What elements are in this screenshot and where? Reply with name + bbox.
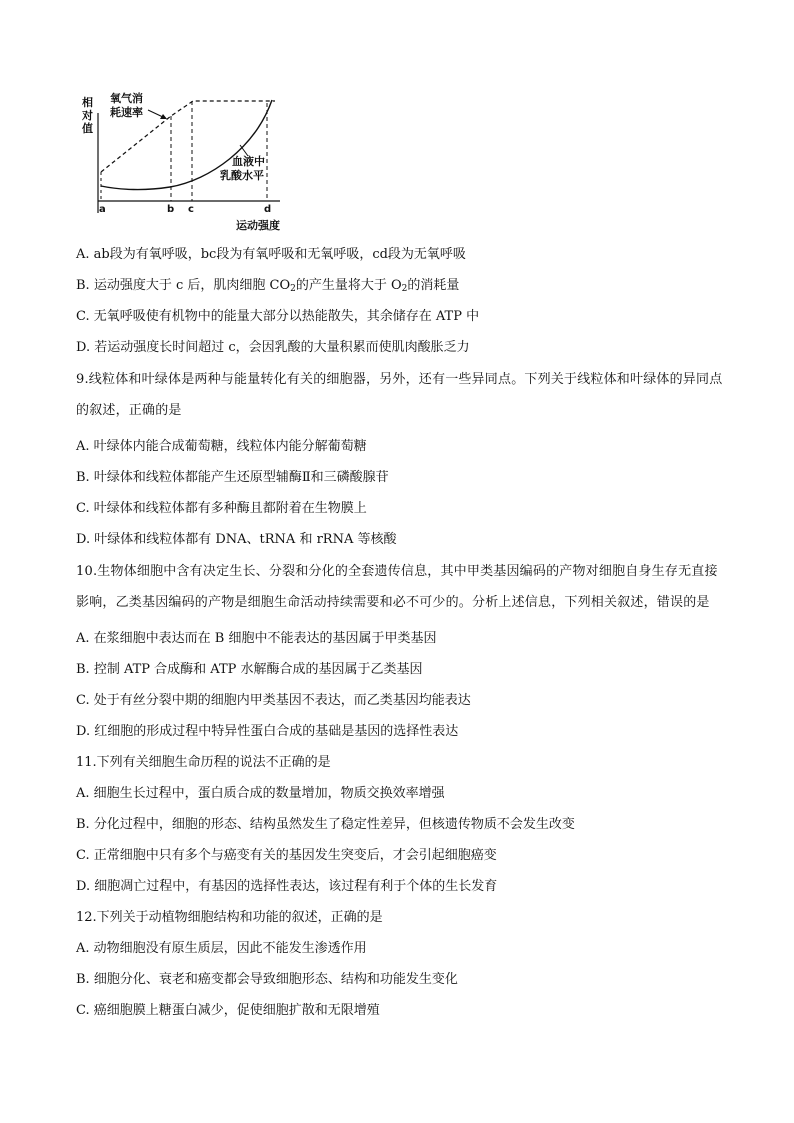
q11-option-b: B. 分化过程中，细胞的形态、结构虽然发生了稳定性差异，但核遗传物质不会发生改变: [76, 817, 575, 832]
q9-option-c: C. 叶绿体和线粒体都有多种酶且都附着在生物膜上: [76, 501, 367, 516]
lactate-label-1: 血液中: [232, 155, 265, 168]
oxygen-label-2: 耗速率: [110, 106, 143, 119]
q8-option-a: A. ab段为有氧呼吸，bc段为有氧呼吸和无氧呼吸，cd段为无氧呼吸: [76, 247, 466, 262]
q12-option-b: B. 细胞分化、衰老和癌变都会导致细胞形态、结构和功能发生变化: [76, 972, 458, 987]
tick-c: c: [188, 204, 194, 215]
x-axis-label: 运动强度: [236, 219, 280, 232]
q9-stem: [76, 364, 726, 426]
q9-stem-text: 9.线粒体和叶绿体是两种与能量转化有关的细胞器，另外，还有一些异同点。下列关于线粒体和叶绿体的异同点的叙述，正确的是: [76, 372, 723, 418]
exercise-intensity-figure: [70, 88, 310, 238]
q11-stem: 11.下列有关细胞生命历程的说法不正确的是: [76, 755, 331, 770]
q8-option-c: C. 无氧呼吸使有机物中的能量大部分以热能散失，其余储存在 ATP 中: [76, 309, 480, 324]
y-axis-label-1: 相: [82, 96, 93, 109]
q8-option-b-sub2: 2: [401, 284, 408, 294]
q10-stem: [76, 556, 726, 618]
tick-d: d: [264, 204, 272, 215]
tick-b: b: [167, 204, 175, 215]
q10-option-a: A. 在浆细胞中表达而在 B 细胞中不能表达的基因属于甲类基因: [76, 631, 437, 646]
y-axis-label-3: 值: [82, 122, 93, 135]
q8-option-b-part3: 的消耗量: [407, 278, 460, 293]
q12-option-a: A. 动物细胞没有原生质层，因此不能发生渗透作用: [76, 941, 367, 956]
q8-option-d: D. 若运动强度长时间超过 c，会因乳酸的大量积累而使肌肉酸胀乏力: [76, 340, 470, 355]
figure-graph: [70, 88, 310, 238]
q11-option-d: D. 细胞凋亡过程中，有基因的选择性表达，该过程有利于个体的生长发育: [76, 879, 498, 894]
q10-option-c: C. 处于有丝分裂中期的细胞内甲类基因不表达，而乙类基因均能表达: [76, 693, 471, 708]
q8-option-b-part1: B. 运动强度大于 c 后，肌肉细胞 CO: [76, 278, 291, 293]
q11-option-c: C. 正常细胞中只有多个与癌变有关的基因发生突变后，才会引起细胞癌变: [76, 848, 497, 863]
question-content: [76, 245, 726, 1021]
y-axis-label-2: 对: [82, 109, 93, 122]
q8-option-b: [76, 276, 726, 296]
q8-option-b-part2: 的产生量将大于 O: [295, 278, 402, 293]
q12-option-c: C. 癌细胞膜上糖蛋白减少，促使细胞扩散和无限增殖: [76, 1003, 380, 1018]
q8-option-b-sub1: 2: [290, 284, 296, 294]
q9-option-a: A. 叶绿体内能合成葡萄糖，线粒体内能分解葡萄糖: [76, 439, 367, 454]
q11-option-a: A. 细胞生长过程中，蛋白质合成的数量增加，物质交换效率增强: [76, 786, 445, 801]
q10-option-b: B. 控制 ATP 合成酶和 ATP 水解酶合成的基因属于乙类基因: [76, 662, 423, 677]
tick-a: a: [99, 204, 106, 215]
q12-stem: 12.下列关于动植物细胞结构和功能的叙述，正确的是: [76, 910, 383, 925]
q10-stem-text: 10.生物体细胞中含有决定生长、分裂和分化的全套遗传信息，其中甲类基因编码的产物对细胞自身生存无直接影响，乙类基因编码的产物是细胞生命活动持续需要和必不可少的。分析上述信息，下列相关叙述，错误的是: [76, 564, 718, 610]
q10-option-d: D. 红细胞的形成过程中特异性蛋白合成的基础是基因的选择性表达: [76, 724, 459, 739]
lactate-label-2: 乳酸水平: [220, 169, 264, 182]
oxygen-label-1: 氧气消: [110, 92, 143, 105]
q9-option-b: B. 叶绿体和线粒体都能产生还原型辅酶Ⅱ和三磷酸腺苷: [76, 470, 389, 485]
q9-option-d: D. 叶绿体和线粒体都有 DNA、tRNA 和 rRNA 等核酸: [76, 532, 397, 547]
